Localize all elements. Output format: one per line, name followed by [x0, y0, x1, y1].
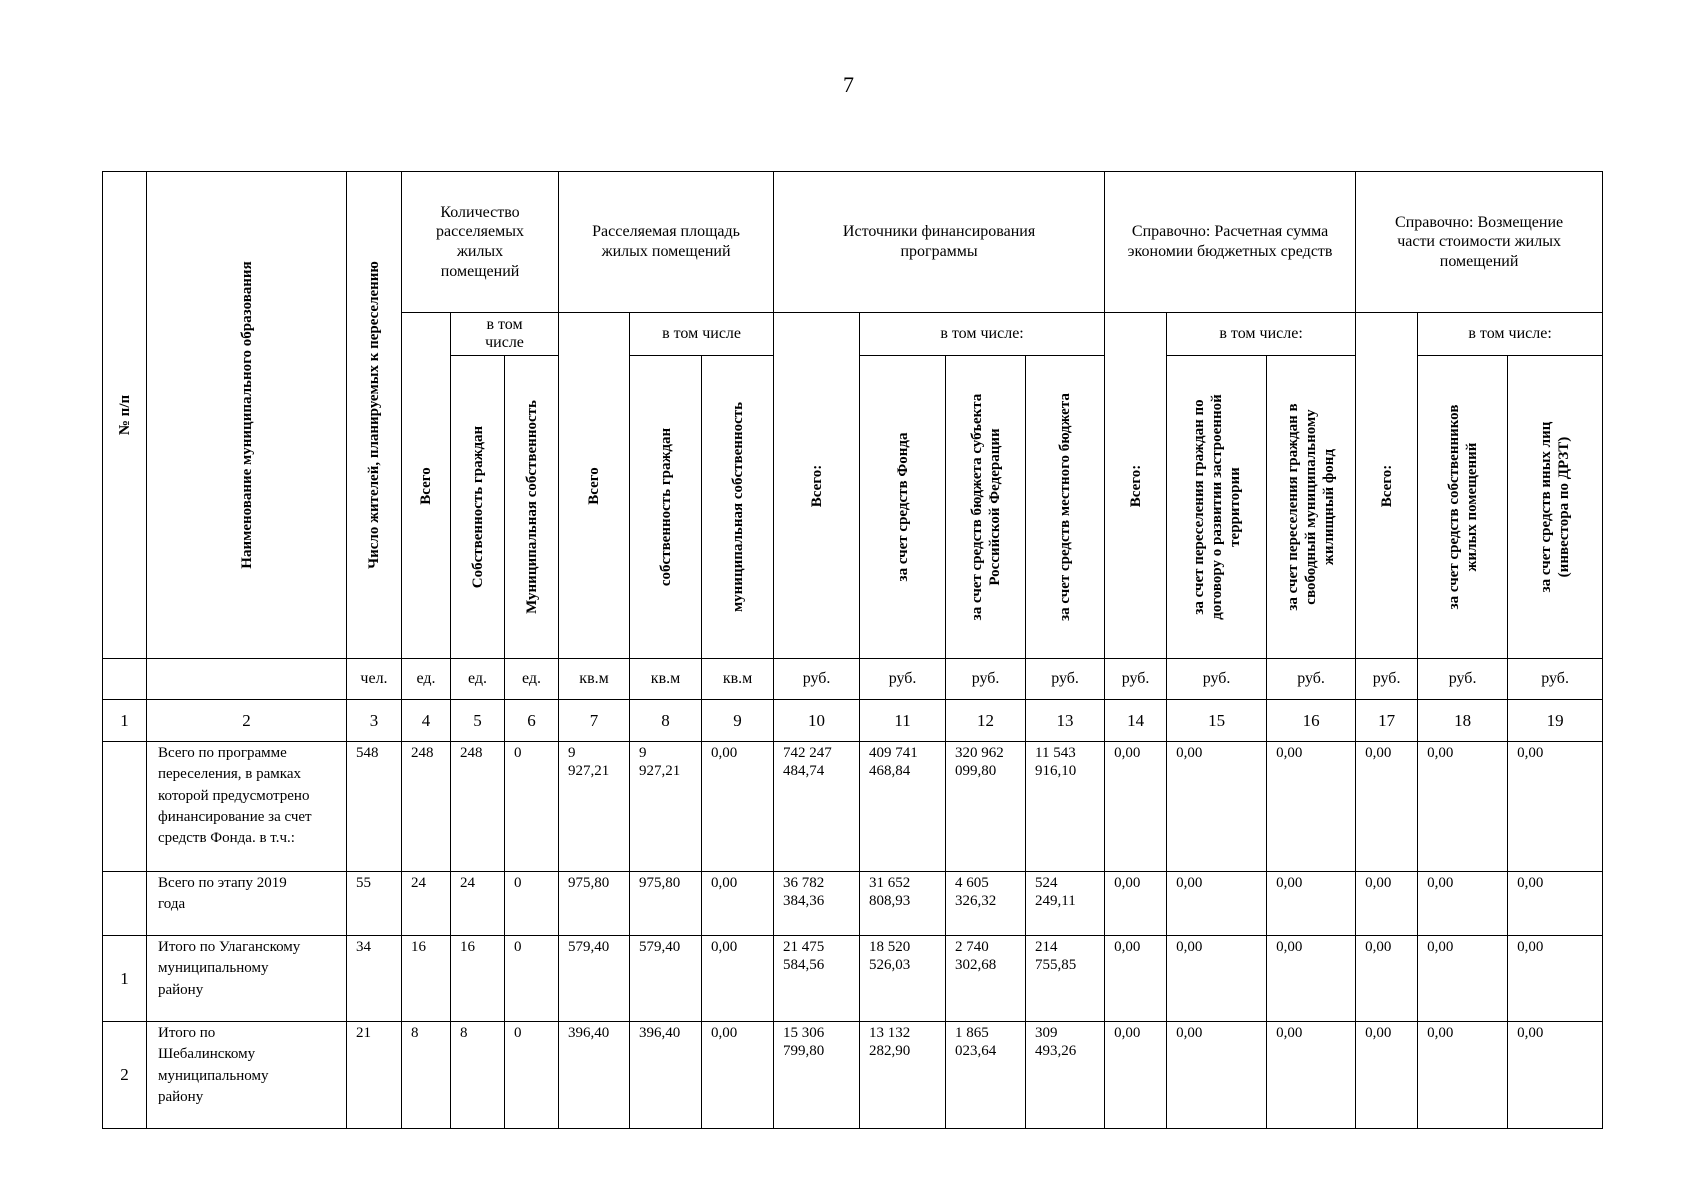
table-row: [103, 872, 1603, 936]
quantity-municipal-cell: 0: [505, 1022, 559, 1129]
quantity-citizens-cell: 16: [451, 936, 505, 1022]
unit-cell: руб.: [1418, 659, 1508, 700]
value-line: 9: [568, 745, 576, 761]
quantity-citizens-cell: 8: [451, 1022, 505, 1129]
value-line: 302,68: [955, 957, 997, 973]
quantity-municipal-cell: 0: [505, 936, 559, 1022]
area-total-cell: [559, 872, 630, 936]
column-number: 8: [630, 700, 702, 742]
economy-development-cell: 0,00: [1167, 872, 1267, 936]
header-f-total: Всего:: [774, 313, 860, 659]
reimburse-owners-cell: 0,00: [1418, 742, 1508, 872]
value-line: 21 475: [783, 939, 825, 955]
value-line: 36 782: [783, 875, 825, 891]
finance-total-cell: [774, 742, 860, 872]
value-line: 2 740: [955, 939, 989, 955]
finance-fund-cell: [860, 872, 946, 936]
unit-cell: руб.: [946, 659, 1026, 700]
value-line: 975,80: [639, 875, 681, 891]
value-line: 468,84: [869, 763, 911, 779]
unit-cell: ед.: [402, 659, 451, 700]
value-line: 927,21: [639, 763, 681, 779]
reimburse-other-cell: 0,00: [1508, 742, 1603, 872]
finance-local-cell: [1026, 936, 1105, 1022]
value-line: 927,21: [568, 763, 610, 779]
value-line: 326,32: [955, 893, 997, 909]
finance-fund-cell: [860, 1022, 946, 1129]
header-reimburse-group: Справочно: Возмещение части стоимости жилых помещений: [1356, 172, 1603, 313]
unit-cell: руб.: [1508, 659, 1603, 700]
value-line: 15 306: [783, 1025, 825, 1041]
reimburse-owners-cell: 0,00: [1418, 1022, 1508, 1129]
value-line: 9: [639, 745, 647, 761]
quantity-citizens-cell: 24: [451, 872, 505, 936]
row-name-line: Итого по: [158, 1025, 216, 1041]
reimburse-owners-cell: 0,00: [1418, 936, 1508, 1022]
row-name-line: району: [158, 981, 204, 998]
value-line: 4 605: [955, 875, 989, 891]
finance-subject-cell: [946, 742, 1026, 872]
column-number: 1: [103, 700, 147, 742]
area-total-cell: [559, 1022, 630, 1129]
column-number: 4: [402, 700, 451, 742]
row-name-cell: [147, 936, 347, 1022]
residents-cell: 548: [347, 742, 402, 872]
value-line: 742 247: [783, 745, 832, 761]
value-line: 916,10: [1035, 763, 1077, 779]
value-line: 799,80: [783, 1043, 825, 1059]
row-number-cell: [103, 872, 147, 936]
column-number: 14: [1105, 700, 1167, 742]
value-line: 484,74: [783, 763, 825, 779]
area-municipal-cell: 0,00: [702, 1022, 774, 1129]
area-total-cell: [559, 742, 630, 872]
value-line: 320 962: [955, 745, 1004, 761]
header-r-total: Всего:: [1356, 313, 1418, 659]
reimburse-total-cell: 0,00: [1356, 1022, 1418, 1129]
header-np: № п/п: [103, 172, 147, 659]
units-blank: [103, 659, 147, 700]
column-number: 18: [1418, 700, 1508, 742]
row-name-line: Всего по программе: [158, 745, 287, 761]
header-q-citizens: Собственность граждан: [451, 356, 505, 659]
value-line: 975,80: [568, 875, 610, 891]
unit-cell: руб.: [774, 659, 860, 700]
value-line: 579,40: [639, 939, 681, 955]
row-name-line: средств Фонда. в т.ч.:: [158, 830, 295, 847]
header-a-municipal: муниципальная собственность: [702, 356, 774, 659]
column-number: 12: [946, 700, 1026, 742]
units-blank: [147, 659, 347, 700]
quantity-citizens-cell: 248: [451, 742, 505, 872]
finance-total-cell: [774, 936, 860, 1022]
column-numbers-row: [103, 700, 1603, 742]
row-name-line: муниципальному: [158, 1067, 269, 1084]
finance-total-cell: [774, 872, 860, 936]
column-number: 2: [147, 700, 347, 742]
residents-cell: 21: [347, 1022, 402, 1129]
finance-local-cell: [1026, 742, 1105, 872]
header-e-free: за счет переселения граждан в свободный муниципальному жилищный фонд: [1267, 356, 1356, 659]
unit-cell: ед.: [451, 659, 505, 700]
area-citizens-cell: [630, 1022, 702, 1129]
unit-cell: руб.: [1167, 659, 1267, 700]
row-name-line: финансирование за счет: [158, 808, 312, 825]
economy-total-cell: 0,00: [1105, 936, 1167, 1022]
value-line: 396,40: [568, 1025, 610, 1041]
value-line: 18 520: [869, 939, 911, 955]
row-name-cell: [147, 872, 347, 936]
finance-subject-cell: [946, 872, 1026, 936]
table-row: [103, 936, 1603, 1022]
area-municipal-cell: 0,00: [702, 872, 774, 936]
header-f-local: за счет средств местного бюджета: [1026, 356, 1105, 659]
row-name-line: которой предусмотрено: [158, 787, 310, 804]
column-number: 5: [451, 700, 505, 742]
header-r-incl: в том числе:: [1418, 313, 1603, 356]
value-line: 309: [1035, 1025, 1058, 1041]
economy-total-cell: 0,00: [1105, 742, 1167, 872]
column-number: 3: [347, 700, 402, 742]
quantity-municipal-cell: 0: [505, 872, 559, 936]
area-municipal-cell: 0,00: [702, 742, 774, 872]
header-r-owners: за счет средств собственников жилых помещений: [1418, 356, 1508, 659]
header-f-incl: в том числе:: [860, 313, 1105, 356]
economy-free-fund-cell: 0,00: [1267, 936, 1356, 1022]
row-name-line: Шебалинскому: [158, 1046, 256, 1063]
value-line: 584,56: [783, 957, 825, 973]
value-line: 31 652: [869, 875, 911, 891]
value-line: 13 132: [869, 1025, 911, 1041]
value-line: 524: [1035, 875, 1058, 891]
row-name-line: району: [158, 1088, 204, 1105]
reimburse-other-cell: 0,00: [1508, 936, 1603, 1022]
row-number-cell: [103, 742, 147, 872]
header-quantity-group: Количество расселяемых жилых помещений: [402, 172, 559, 313]
area-municipal-cell: 0,00: [702, 936, 774, 1022]
quantity-total-cell: 248: [402, 742, 451, 872]
header-r-other: за счет средств иных лиц (инвестора по ДРЗТ): [1508, 356, 1603, 659]
column-number: 7: [559, 700, 630, 742]
reimburse-total-cell: 0,00: [1356, 872, 1418, 936]
value-line: 755,85: [1035, 957, 1077, 973]
value-line: 808,93: [869, 893, 911, 909]
quantity-total-cell: 16: [402, 936, 451, 1022]
value-line: 384,36: [783, 893, 825, 909]
header-q-total: Всего: [402, 313, 451, 659]
value-line: 249,11: [1035, 893, 1076, 909]
unit-cell: чел.: [347, 659, 402, 700]
unit-cell: руб.: [1267, 659, 1356, 700]
row-name-line: Всего по этапу 2019: [158, 875, 287, 891]
column-number: 6: [505, 700, 559, 742]
header-finance-group: Источники финансирования программы: [774, 172, 1105, 313]
header-e-total: Всего:: [1105, 313, 1167, 659]
header-e-incl: в том числе:: [1167, 313, 1356, 356]
row-name-line: Итого по Улаганскому: [158, 939, 301, 955]
economy-total-cell: 0,00: [1105, 872, 1167, 936]
finance-local-cell: [1026, 872, 1105, 936]
unit-cell: руб.: [1105, 659, 1167, 700]
value-line: 526,03: [869, 957, 911, 973]
finance-subject-cell: [946, 1022, 1026, 1129]
header-a-incl: в том числе: [630, 313, 774, 356]
reimburse-total-cell: 0,00: [1356, 742, 1418, 872]
row-name-line: переселения, в рамках: [158, 766, 302, 783]
column-number: 9: [702, 700, 774, 742]
residents-cell: 55: [347, 872, 402, 936]
header-residents: Число жителей, планируемых к переселению: [347, 172, 402, 659]
table-row: [103, 742, 1603, 872]
residents-cell: 34: [347, 936, 402, 1022]
economy-free-fund-cell: 0,00: [1267, 742, 1356, 872]
value-line: 099,80: [955, 763, 997, 779]
column-number: 13: [1026, 700, 1105, 742]
header-q-incl: в том числе: [451, 313, 559, 356]
header-q-municipal: Муниципальная собственность: [505, 356, 559, 659]
column-number: 17: [1356, 700, 1418, 742]
area-citizens-cell: [630, 936, 702, 1022]
row-number-cell: 2: [103, 1022, 147, 1129]
unit-cell: кв.м: [559, 659, 630, 700]
finance-total-cell: [774, 1022, 860, 1129]
reimburse-total-cell: 0,00: [1356, 936, 1418, 1022]
page-number: 7: [843, 72, 854, 97]
units-row: [103, 659, 1603, 700]
economy-free-fund-cell: 0,00: [1267, 872, 1356, 936]
header-name: Наименование муниципального образования: [147, 172, 347, 659]
unit-cell: руб.: [860, 659, 946, 700]
row-name-line: муниципальному: [158, 960, 269, 977]
column-number: 16: [1267, 700, 1356, 742]
header-f-fund: за счет средств Фонда: [860, 356, 946, 659]
column-number: 10: [774, 700, 860, 742]
column-number: 11: [860, 700, 946, 742]
value-line: 11 543: [1035, 745, 1076, 761]
unit-cell: кв.м: [702, 659, 774, 700]
value-line: 282,90: [869, 1043, 911, 1059]
reimburse-other-cell: 0,00: [1508, 872, 1603, 936]
header-f-subject: за счет средств бюджета субъекта Российской Федерации: [946, 356, 1026, 659]
economy-development-cell: 0,00: [1167, 1022, 1267, 1129]
unit-cell: руб.: [1356, 659, 1418, 700]
row-name-line: года: [158, 896, 186, 913]
table-row: [103, 1022, 1603, 1129]
economy-total-cell: 0,00: [1105, 1022, 1167, 1129]
column-number: 15: [1167, 700, 1267, 742]
finance-fund-cell: [860, 936, 946, 1022]
reimburse-other-cell: 0,00: [1508, 1022, 1603, 1129]
header-area-group: Расселяемая площадь жилых помещений: [559, 172, 774, 313]
resettlement-table: [102, 171, 1603, 1129]
row-name-cell: [147, 1022, 347, 1129]
quantity-municipal-cell: 0: [505, 742, 559, 872]
row-number-cell: 1: [103, 936, 147, 1022]
finance-local-cell: [1026, 1022, 1105, 1129]
unit-cell: руб.: [1026, 659, 1105, 700]
value-line: 396,40: [639, 1025, 681, 1041]
area-citizens-cell: [630, 742, 702, 872]
column-number: 19: [1508, 700, 1603, 742]
unit-cell: кв.м: [630, 659, 702, 700]
economy-development-cell: 0,00: [1167, 936, 1267, 1022]
value-line: 023,64: [955, 1043, 997, 1059]
finance-fund-cell: [860, 742, 946, 872]
quantity-total-cell: 8: [402, 1022, 451, 1129]
economy-development-cell: 0,00: [1167, 742, 1267, 872]
header-a-citizens: собственность граждан: [630, 356, 702, 659]
header-a-total: Всего: [559, 313, 630, 659]
value-line: 409 741: [869, 745, 918, 761]
unit-cell: ед.: [505, 659, 559, 700]
value-line: 493,26: [1035, 1043, 1077, 1059]
economy-free-fund-cell: 0,00: [1267, 1022, 1356, 1129]
finance-subject-cell: [946, 936, 1026, 1022]
value-line: 1 865: [955, 1025, 989, 1041]
value-line: 214: [1035, 939, 1058, 955]
header-economy-group: Справочно: Расчетная сумма экономии бюджетных средств: [1105, 172, 1356, 313]
header-e-dev: за счет переселения граждан по договору о развитии застроенной территории: [1167, 356, 1267, 659]
area-citizens-cell: [630, 872, 702, 936]
area-total-cell: [559, 936, 630, 1022]
value-line: 579,40: [568, 939, 610, 955]
row-name-cell: [147, 742, 347, 872]
reimburse-owners-cell: 0,00: [1418, 872, 1508, 936]
quantity-total-cell: 24: [402, 872, 451, 936]
